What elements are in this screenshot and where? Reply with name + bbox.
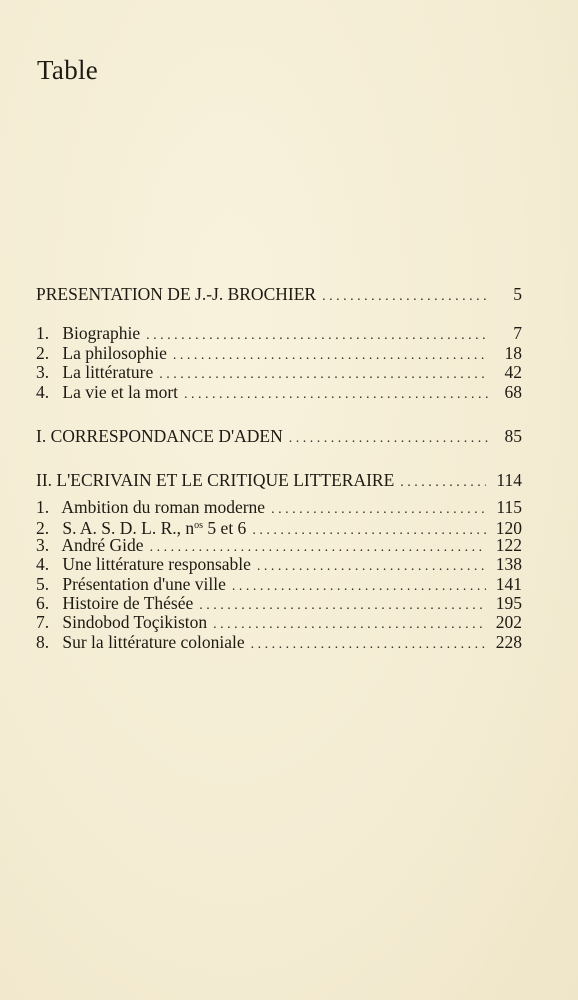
toc-entry-page: 18 xyxy=(504,343,522,363)
toc-entry-number: 2. xyxy=(36,518,50,538)
toc-entry-label: II. L'ECRIVAIN ET LE CRITIQUE LITTERAIRE xyxy=(36,470,395,490)
toc-entry-number: 7. xyxy=(36,612,50,632)
toc-entry-label: La littérature xyxy=(62,362,154,382)
toc-entry xyxy=(36,381,522,403)
toc-entry-page: 122 xyxy=(495,535,522,555)
toc-entry-number: 5. xyxy=(36,574,50,594)
leader-dots xyxy=(400,472,486,494)
toc-entry-label: Présentation d'une ville xyxy=(62,574,226,594)
toc-entry-page: 115 xyxy=(496,497,522,517)
toc-entry-label: La philosophie xyxy=(62,343,167,363)
toc-entry-number: 3. xyxy=(36,362,50,382)
toc-entry-label: Biographie xyxy=(62,323,141,343)
leader-dots xyxy=(289,428,488,450)
toc-entry-page: 68 xyxy=(504,382,522,402)
toc-entry-label: Sur la littérature coloniale xyxy=(62,632,245,652)
toc-entry-page: 120 xyxy=(495,518,522,538)
toc-entry-part-2 xyxy=(36,469,522,491)
toc-entry-label: Sindobod Toçikiston xyxy=(62,612,208,632)
toc-entry-page: 228 xyxy=(495,632,522,652)
toc-entry-number: 3. xyxy=(36,535,50,555)
toc-entry-label: Histoire de Thésée xyxy=(62,593,194,613)
leader-dots xyxy=(184,384,488,406)
toc-entry-number: 2. xyxy=(36,343,50,363)
toc-entry xyxy=(36,631,522,653)
toc-entry xyxy=(36,322,522,344)
toc-entry xyxy=(36,553,522,575)
toc-entry-label: PRESENTATION DE J.-J. BROCHIER xyxy=(36,284,317,304)
toc-entry-label: André Gide xyxy=(61,535,144,555)
toc-entry-label: Une littérature responsable xyxy=(62,554,251,574)
toc-entry-page: 5 xyxy=(513,284,522,304)
toc-entry-label: Ambition du roman moderne xyxy=(61,497,266,517)
toc-entry-number: 4. xyxy=(36,382,50,402)
toc-entry-page: 42 xyxy=(504,362,522,382)
toc-entry-page: 195 xyxy=(495,593,522,613)
toc-entry-label: La vie et la mort xyxy=(62,382,179,402)
toc-entry-number: 1. xyxy=(36,497,50,517)
toc-entry-page: 7 xyxy=(513,323,522,343)
toc-entry-page: 202 xyxy=(495,612,522,632)
toc-entry-page: 85 xyxy=(504,426,522,446)
toc-entry-page: 138 xyxy=(495,554,522,574)
leader-dots xyxy=(251,634,486,656)
toc-entry-page: 114 xyxy=(496,470,522,490)
toc-entry-number: 4. xyxy=(36,554,50,574)
page-title: Table xyxy=(37,55,99,85)
toc-entry-number: 8. xyxy=(36,632,50,652)
toc-entry xyxy=(36,361,522,383)
toc-entry-presentation xyxy=(36,283,522,305)
toc-entry xyxy=(36,611,522,633)
toc-entry-label: I. CORRESPONDANCE D'ADEN xyxy=(36,426,283,446)
toc-entry-label: S. A. S. D. L. R., $n^{os}$ 5 et 6 xyxy=(62,518,247,538)
toc-entry-page: 141 xyxy=(495,574,522,594)
toc-entry-part-1 xyxy=(36,425,522,447)
leader-dots xyxy=(322,286,488,308)
toc-entry-number: 6. xyxy=(36,593,50,613)
toc-entry-number: 1. xyxy=(36,323,50,343)
